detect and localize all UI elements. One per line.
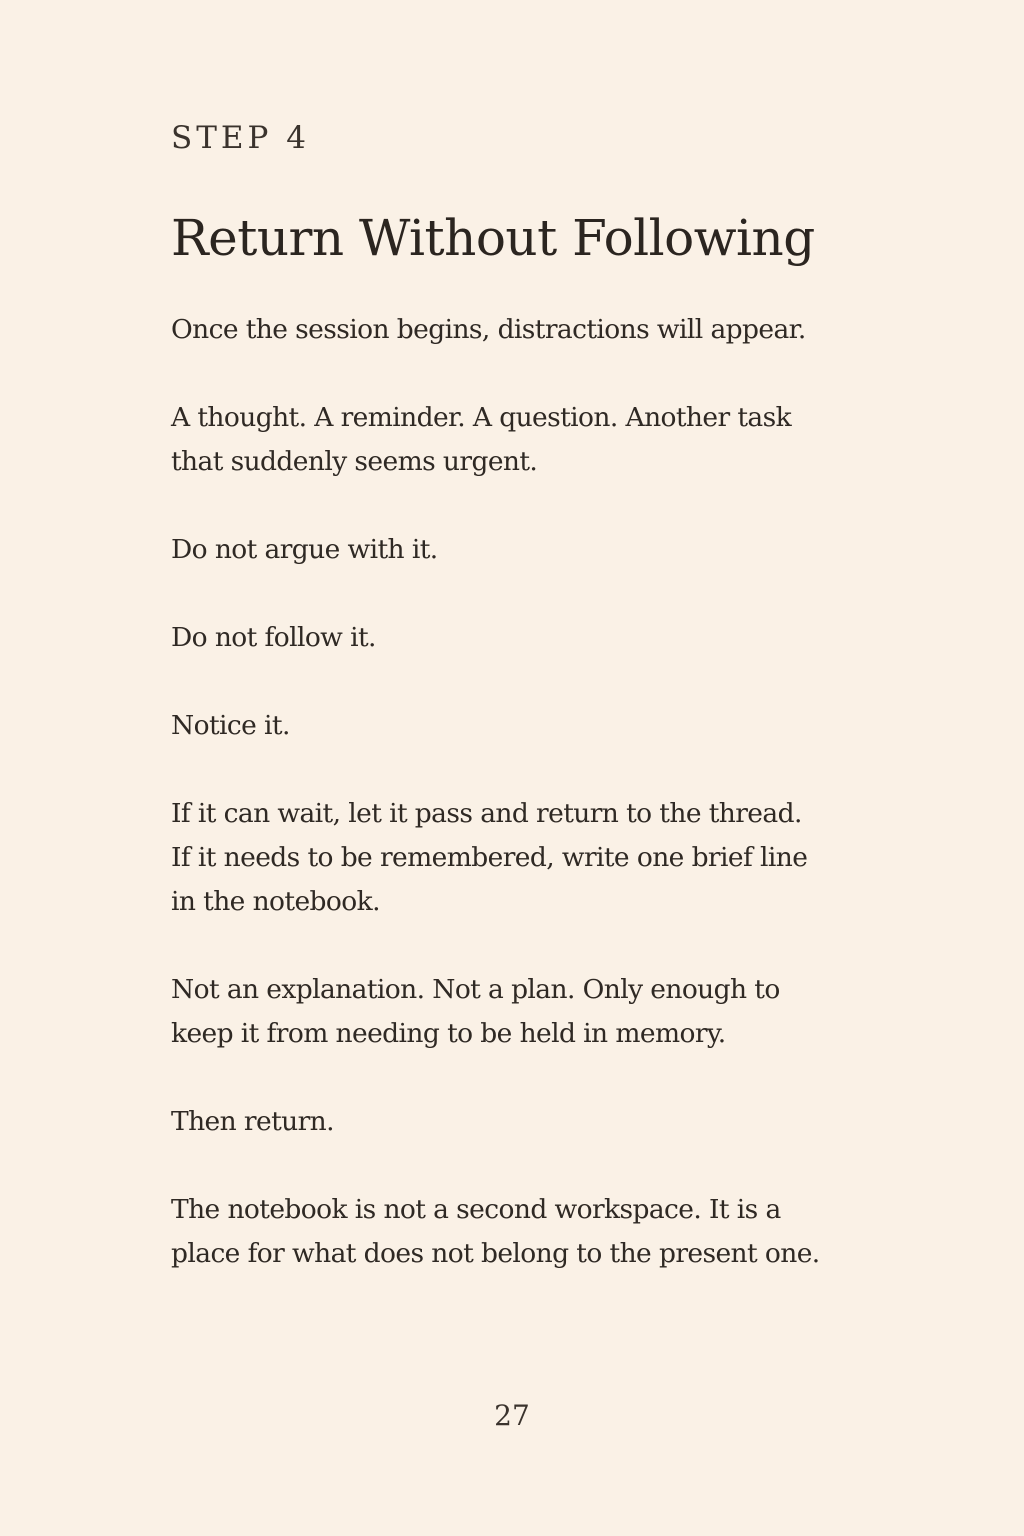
page-number: 27 <box>494 1399 530 1432</box>
paragraph-line: If it can wait, let it pass and return to the thread. <box>171 798 802 829</box>
step-label: STEP 4 <box>171 120 310 156</box>
body-text <box>171 308 831 1276</box>
paragraph: Then return. <box>171 1106 334 1137</box>
paragraph: Once the session begins, distractions will appear. <box>171 314 806 345</box>
paragraph: The notebook is not a second workspace. It is a place for what does not belong to the present one. <box>171 1194 820 1269</box>
paragraph: Do not follow it. <box>171 622 376 653</box>
paragraph: If it needs to be remembered, write one brief line in the notebook. <box>171 842 808 917</box>
paragraph: A thought. A reminder. A question. Another task that suddenly seems urgent. <box>171 402 792 477</box>
paragraph: Do not argue with it. <box>171 534 438 565</box>
paragraph: Not an explanation. Not a plan. Only enough to keep it from needing to be held in memory. <box>171 974 780 1049</box>
paragraph <box>171 792 831 836</box>
paragraph: Notice it. <box>171 710 290 741</box>
page-content <box>171 118 831 1276</box>
chapter-title: Return Without Following <box>171 209 815 267</box>
